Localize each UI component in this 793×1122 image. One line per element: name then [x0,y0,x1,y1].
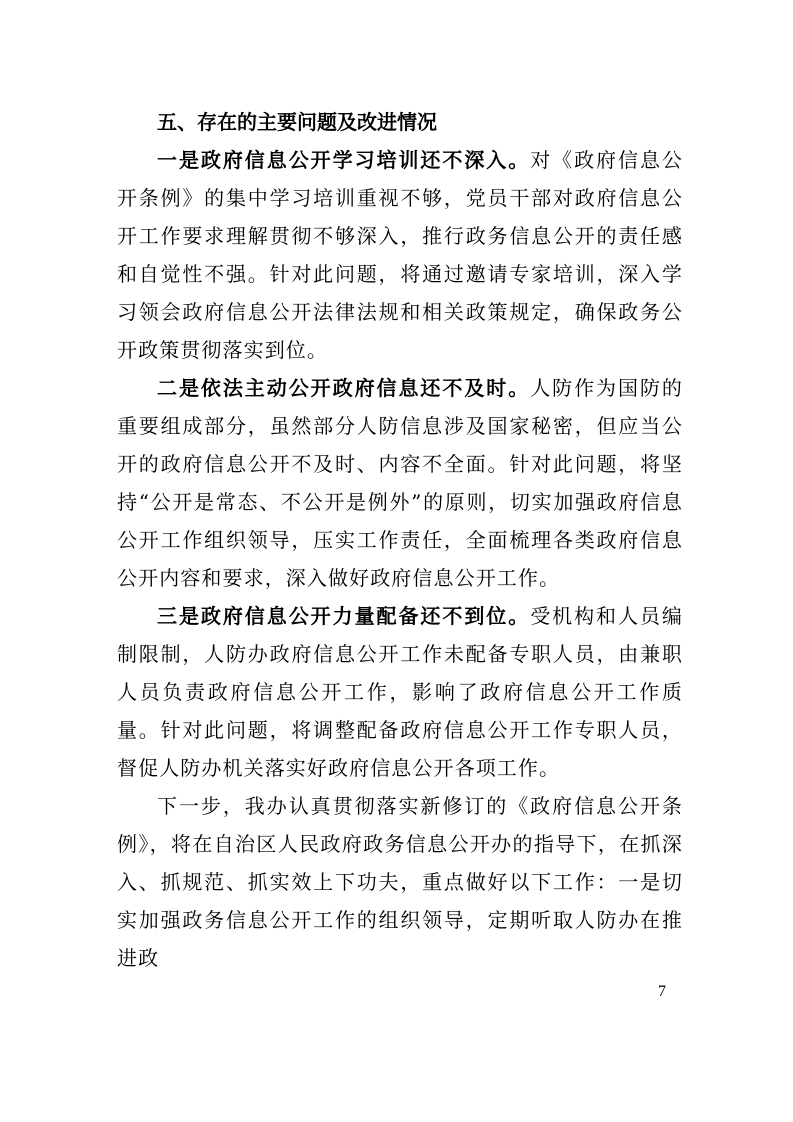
page-number: 7 [658,983,666,1000]
document-body [117,103,683,977]
paragraph-2 [117,369,683,597]
paragraph-1-body: 对《政府信息公开条例》的集中学习培训重视不够，党员干部对政府信息公开工作要求理解贯彻不够深入，推行政务信息公开的责任感和自觉性不强。针对此问题，将通过邀请专家培训，深入学习领会政府信息公开法律法规和相关政策规定，确保政务公开政策贯彻落实到位。 [117,148,683,362]
section-heading: 五、存在的主要问题及改进情况 [157,110,437,134]
paragraph-3 [117,597,683,787]
paragraph-2-lead: 二是依法主动公开政府信息还不及时。 [157,376,531,400]
paragraph-1-lead: 一是政府信息公开学习培训还不深入。 [157,148,531,172]
paragraph-1 [117,141,683,369]
paragraph-3-lead: 三是政府信息公开力量配备还不到位。 [157,604,531,628]
paragraph-2-body: 人防作为国防的重要组成部分，虽然部分人防信息涉及国家秘密，但应当公开的政府信息公开不及时、内容不全面。针对此问题，将坚持“公开是常态、不公开是例外”的原则，切实加强政府信息公开工作组织领导，压实工作责任，全面梳理各类政府信息公开内容和要求，深入做好政府信息公开工作。 [117,376,683,590]
paragraph-4 [117,787,683,977]
paragraph-4-body: 下一步，我办认真贯彻落实新修订的《政府信息公开条例》，将在自治区人民政府政务信息公开办的指导下，在抓深入、抓规范、抓实效上下功夫，重点做好以下工作：一是切实加强政务信息公开工作的组织领导，定期听取人防办在推进政 [117,794,683,970]
paragraph-3-body: 受机构和人员编制限制，人防办政府信息公开工作未配备专职人员，由兼职人员负责政府信息公开工作，影响了政府信息公开工作质量。针对此问题，将调整配备政府信息公开工作专职人员，督促人防办机关落实好政府信息公开各项工作。 [117,604,683,780]
